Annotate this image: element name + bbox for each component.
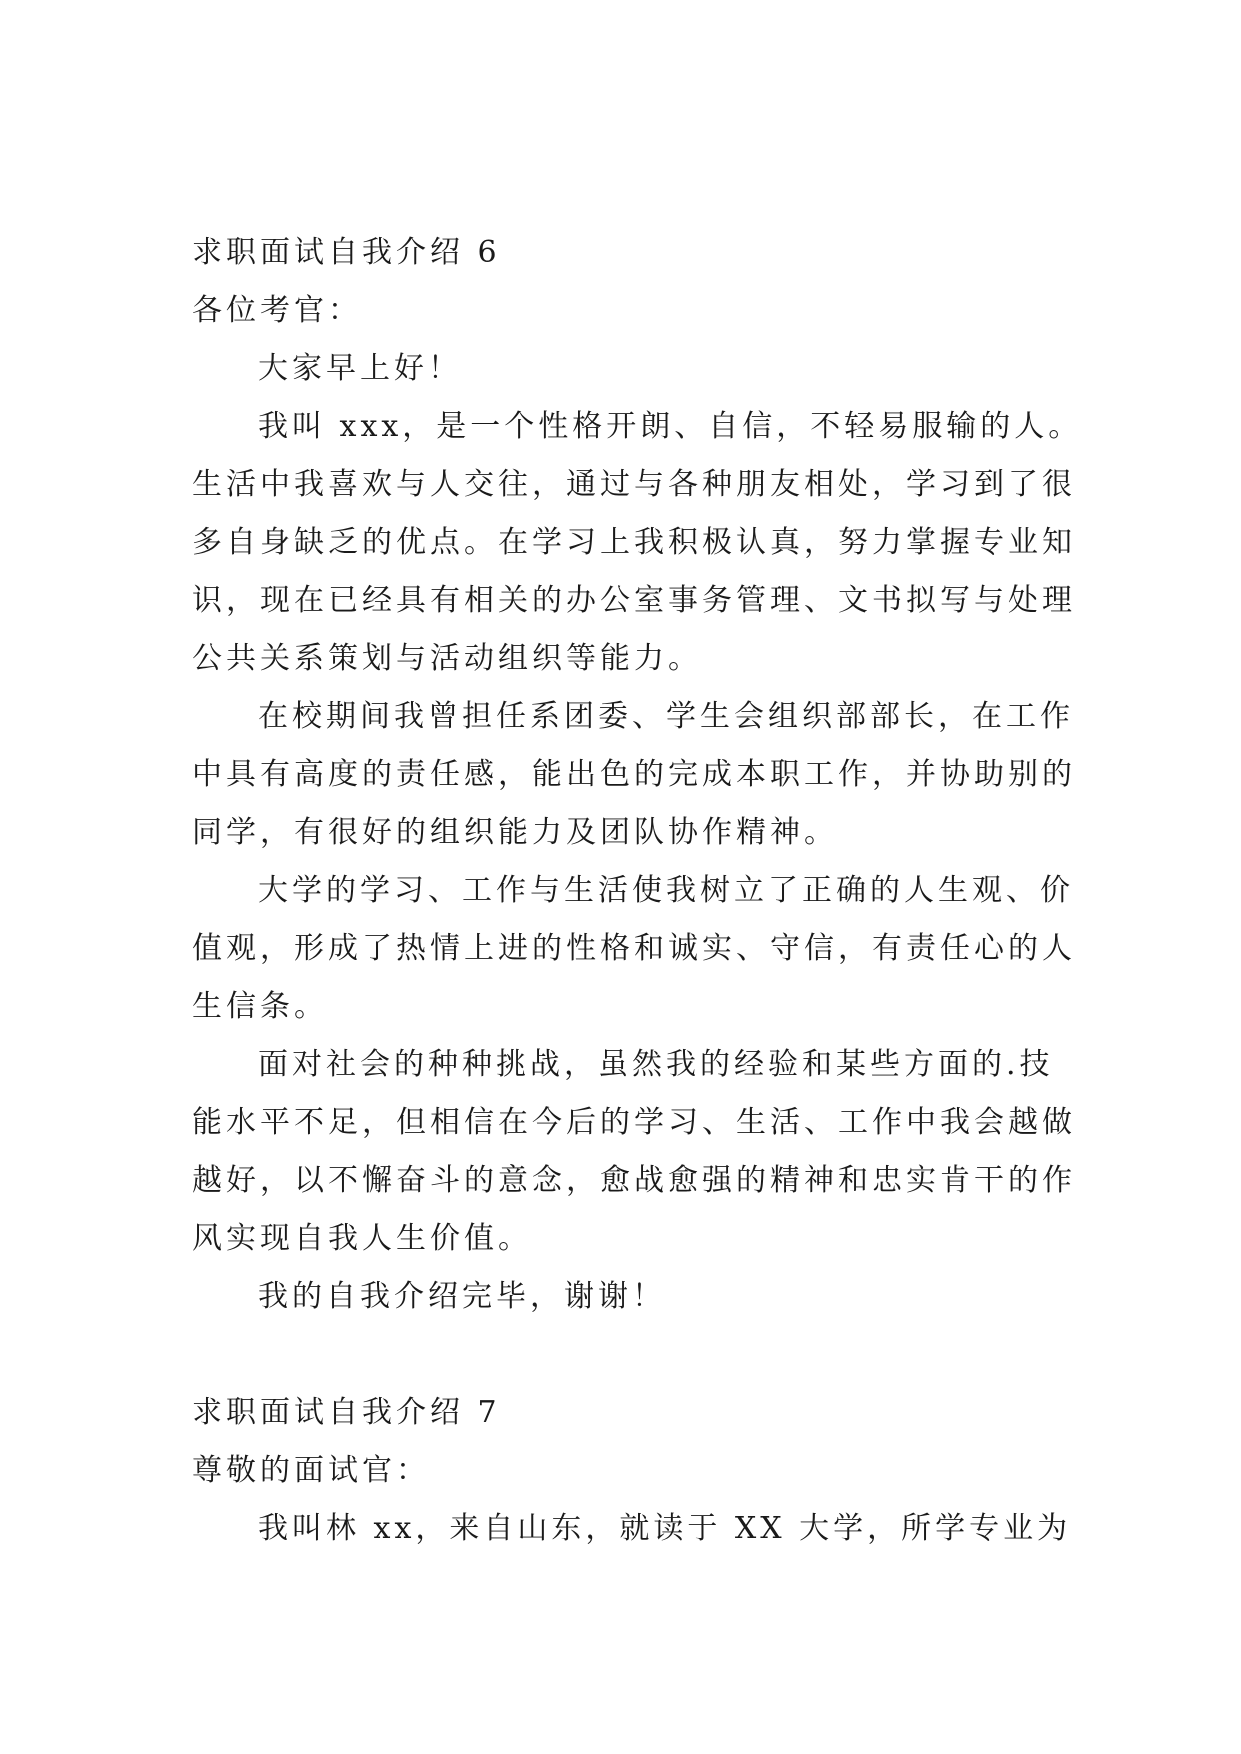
paragraph-line: 越好，以不懈奋斗的意念，愈战愈强的精神和忠实肯干的作: [192, 1163, 1076, 1198]
paragraph-line: 识，现在已经具有相关的办公室事务管理、文书拟写与处理: [192, 583, 1076, 618]
section-6-title: 求职面试自我介绍 6: [192, 235, 501, 270]
section-7-first-line: 我叫林 xx，来自山东，就读于 XX 大学，所学专业为: [258, 1511, 1072, 1546]
paragraph-line: 面对社会的种种挑战，虽然我的经验和某些方面的.技: [258, 1047, 1054, 1082]
section-6-paragraph-1: [192, 398, 1083, 688]
section-spacer: [192, 1326, 1054, 1384]
paragraph-line: 同学，有很好的组织能力及团队协作精神。: [192, 815, 838, 850]
section-6-greeting: 大家早上好！: [258, 351, 462, 386]
paragraph-line: 在校期间我曾担任系团委、学生会组织部部长，在工作: [258, 699, 1074, 734]
paragraph-line: 能水平不足，但相信在今后的学习、生活、工作中我会越做: [192, 1105, 1076, 1140]
paragraph-line: 多自身缺乏的优点。在学习上我积极认真，努力掌握专业知: [192, 525, 1076, 560]
paragraph-line: 值观，形成了热情上进的性格和诚实、守信，有责任心的人: [192, 931, 1076, 966]
section-6-paragraph-4: [192, 1036, 1076, 1268]
section-6-salutation: 各位考官：: [192, 293, 362, 328]
paragraph-line: 中具有高度的责任感，能出色的完成本职工作，并协助别的: [192, 757, 1076, 792]
section-6-paragraph-3: [192, 862, 1076, 1036]
section-7-title: 求职面试自我介绍 7: [192, 1395, 501, 1430]
paragraph-line: 风实现自我人生价值。: [192, 1221, 532, 1256]
paragraph-line: 公共关系策划与活动组织等能力。: [192, 641, 702, 676]
paragraph-line: 我叫 xxx，是一个性格开朗、自信，不轻易服输的人。: [258, 409, 1083, 444]
document-content: [192, 224, 1083, 1558]
paragraph-line: 生活中我喜欢与人交往，通过与各种朋友相处，学习到了很: [192, 467, 1076, 502]
section-6-closing: 我的自我介绍完毕，谢谢！: [258, 1279, 666, 1314]
paragraph-line: 生信条。: [192, 989, 328, 1024]
section-6-paragraph-2: [192, 688, 1076, 862]
section-7-salutation: 尊敬的面试官：: [192, 1453, 430, 1488]
paragraph-line: 大学的学习、工作与生活使我树立了正确的人生观、价: [258, 873, 1074, 908]
